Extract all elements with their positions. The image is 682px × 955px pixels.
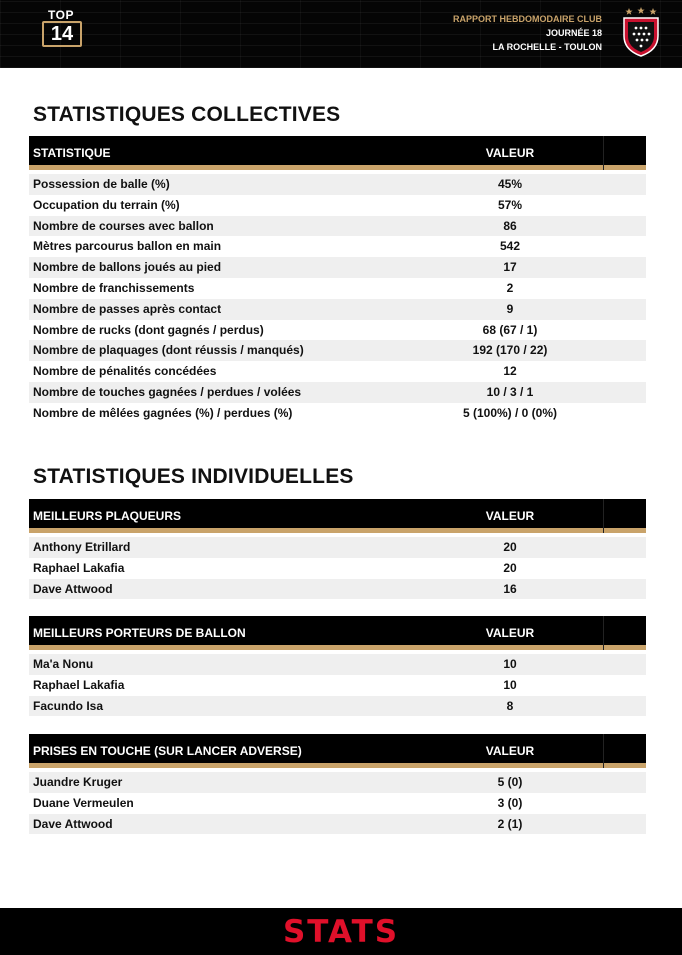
row-value: 2 bbox=[506, 280, 514, 295]
table-row bbox=[29, 299, 646, 320]
row-value: 3 (0) bbox=[497, 795, 523, 810]
table-row bbox=[29, 278, 646, 299]
player-name: Raphael Lakafia bbox=[33, 560, 125, 575]
row-label: Nombre de mêlées gagnées (%) / perdues (%) bbox=[33, 405, 293, 420]
row-value: 12 bbox=[503, 364, 517, 379]
lineout-steals-table bbox=[29, 734, 646, 834]
table-row bbox=[29, 537, 646, 558]
table-row bbox=[29, 174, 646, 195]
row-value: 57% bbox=[497, 197, 523, 212]
column-header-stat: STATISTIQUE bbox=[33, 146, 111, 160]
table-row bbox=[29, 675, 646, 696]
row-value: 10 bbox=[503, 677, 517, 692]
table-row bbox=[29, 236, 646, 257]
row-value: 16 bbox=[503, 581, 517, 596]
row-value: 192 (170 / 22) bbox=[472, 343, 548, 358]
row-value: 68 (67 / 1) bbox=[482, 322, 538, 337]
row-value: 10 / 3 / 1 bbox=[486, 384, 534, 399]
table-row bbox=[29, 216, 646, 237]
row-value: 20 bbox=[503, 540, 517, 554]
player-name: Dave Attwood bbox=[33, 816, 113, 831]
report-header bbox=[0, 0, 682, 68]
player-name: Dave Attwood bbox=[33, 581, 113, 596]
top14-logo-top: TOP bbox=[48, 8, 74, 22]
row-label: Mètres parcourus ballon en main bbox=[33, 239, 222, 254]
row-label: Nombre de plaquages (dont réussis / manqués) bbox=[33, 343, 304, 358]
row-label: Nombre de touches gagnées / perdues / volées bbox=[33, 384, 302, 399]
table-row bbox=[29, 814, 646, 835]
row-value: 9 bbox=[506, 301, 514, 316]
table-body bbox=[29, 537, 646, 599]
player-name: Facundo Isa bbox=[33, 698, 104, 713]
table-body bbox=[29, 772, 646, 834]
column-header-stat: MEILLEURS PLAQUEURS bbox=[33, 509, 182, 523]
row-value: 5 (100%) / 0 (0%) bbox=[462, 405, 558, 420]
collective-section-title: STATISTIQUES COLLECTIVES bbox=[33, 103, 341, 126]
table-row bbox=[29, 361, 646, 382]
header-divider bbox=[603, 499, 604, 533]
top14-logo bbox=[38, 8, 88, 50]
row-label: Possession de balle (%) bbox=[33, 177, 170, 191]
player-name: Raphael Lakafia bbox=[33, 677, 125, 692]
table-body bbox=[29, 654, 646, 716]
table-row bbox=[29, 772, 646, 793]
top14-logo-number-box bbox=[42, 21, 82, 47]
row-label: Nombre de rucks (dont gagnés / perdus) bbox=[33, 322, 264, 337]
column-header-value: VALEUR bbox=[485, 509, 535, 523]
row-label: Nombre de franchissements bbox=[33, 280, 195, 295]
column-header-value: VALEUR bbox=[485, 744, 535, 758]
player-name: Anthony Etrillard bbox=[33, 540, 131, 554]
individual-section-title: STATISTIQUES INDIVIDUELLES bbox=[33, 465, 354, 488]
crest-stars-icon bbox=[625, 7, 656, 15]
header-divider bbox=[603, 136, 604, 170]
row-value: 45% bbox=[497, 177, 523, 191]
column-header-value: VALEUR bbox=[485, 626, 535, 640]
row-value: 8 bbox=[506, 698, 514, 713]
table-row bbox=[29, 579, 646, 600]
stats-logo: STATS bbox=[282, 914, 400, 950]
top-ball-carriers-table bbox=[29, 616, 646, 716]
row-value: 2 (1) bbox=[497, 816, 523, 831]
row-value: 20 bbox=[503, 560, 517, 575]
table-row bbox=[29, 654, 646, 675]
row-value: 542 bbox=[499, 239, 521, 254]
row-value: 86 bbox=[503, 218, 517, 233]
table-header bbox=[29, 734, 646, 768]
column-header-stat: PRISES EN TOUCHE (SUR LANCER ADVERSE) bbox=[33, 744, 302, 758]
top14-logo-number: 14 bbox=[50, 23, 74, 45]
table-header bbox=[29, 616, 646, 650]
row-label: Nombre de courses avec ballon bbox=[33, 218, 214, 233]
round-label: JOURNÉE 18 bbox=[545, 28, 602, 38]
column-header-value: VALEUR bbox=[485, 146, 535, 160]
table-row bbox=[29, 696, 646, 717]
match-label: LA ROCHELLE - TOULON bbox=[492, 42, 602, 52]
row-label: Nombre de passes après contact bbox=[33, 301, 222, 316]
table-row bbox=[29, 382, 646, 403]
report-title: RAPPORT HEBDOMODAIRE CLUB bbox=[452, 14, 602, 24]
table-row bbox=[29, 340, 646, 361]
row-label: Nombre de pénalités concédées bbox=[33, 364, 217, 379]
report-footer bbox=[0, 908, 682, 955]
table-row bbox=[29, 793, 646, 814]
table-header bbox=[29, 499, 646, 533]
toulon-club-crest bbox=[620, 6, 662, 58]
table-row bbox=[29, 558, 646, 579]
row-value: 17 bbox=[503, 260, 517, 275]
header-text-block bbox=[453, 12, 602, 54]
table-row bbox=[29, 320, 646, 341]
header-divider bbox=[603, 734, 604, 768]
header-divider bbox=[603, 616, 604, 650]
top-tacklers-table bbox=[29, 499, 646, 599]
column-header-stat: MEILLEURS PORTEURS DE BALLON bbox=[33, 626, 246, 640]
table-row bbox=[29, 195, 646, 216]
player-name: Juandre Kruger bbox=[33, 775, 123, 789]
player-name: Ma'a Nonu bbox=[33, 657, 94, 671]
row-label: Occupation du terrain (%) bbox=[33, 197, 180, 212]
row-value: 10 bbox=[503, 657, 517, 671]
table-header bbox=[29, 136, 646, 170]
player-name: Duane Vermeulen bbox=[33, 795, 134, 810]
table-row bbox=[29, 403, 646, 424]
row-label: Nombre de ballons joués au pied bbox=[33, 260, 222, 275]
table-row bbox=[29, 257, 646, 278]
row-value: 5 (0) bbox=[497, 775, 523, 789]
collective-stats-table bbox=[29, 136, 646, 424]
table-body bbox=[29, 174, 646, 424]
